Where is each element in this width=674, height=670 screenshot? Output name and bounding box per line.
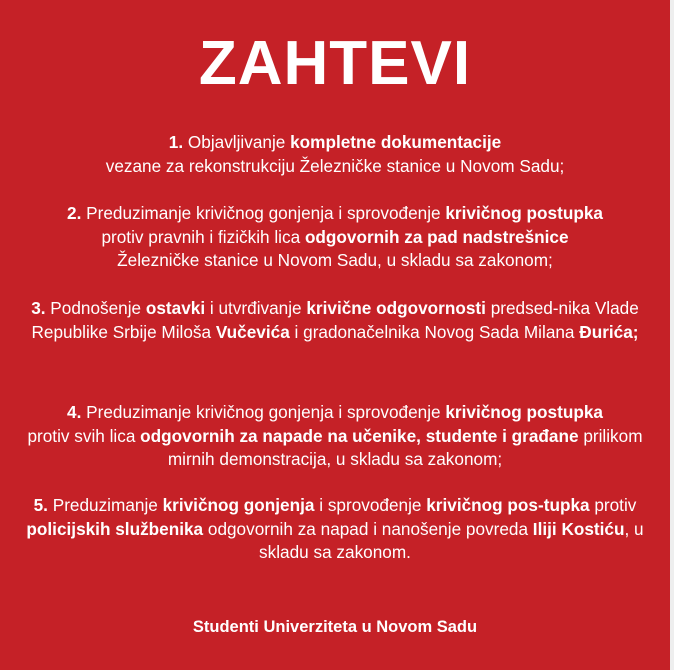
page-edge	[670, 0, 674, 670]
demand-number: 2.	[67, 203, 82, 223]
signature: Studenti Univerziteta u Novom Sadu	[192, 618, 478, 636]
demand-emphasis: krivičnog postupka	[445, 203, 603, 223]
demand-emphasis: Iliji Kostiću	[532, 518, 625, 539]
demand-text: i utvrđivanje	[205, 298, 307, 318]
demand-emphasis: policijskih službenika	[26, 518, 204, 539]
demand-number: 5.	[33, 495, 48, 515]
demand-text: Železničke stanice u Novom Sadu, u skladu sa zakonom;	[117, 250, 553, 270]
demand-number: 4.	[67, 402, 82, 422]
demand-emphasis: krivičnog pos-tupka	[426, 495, 590, 515]
poster-title: ZAHTEVI	[198, 29, 472, 98]
demand-emphasis: odgovornih za napade na učenike, studente i građane	[140, 425, 579, 446]
demand-text: , u skladu sa zakonom.	[259, 518, 644, 562]
demand-emphasis: Đurića;	[579, 321, 639, 342]
demand-text: Preduzimanje	[47, 495, 163, 515]
demand-text: prilikom mirnih demonstracija, u skladu sa zakonom;	[167, 425, 643, 469]
demand-item-4	[20, 401, 650, 472]
demand-item-2	[20, 202, 650, 273]
demand-item-3	[20, 297, 650, 344]
demand-text: Podnošenje	[45, 298, 146, 318]
demand-text: Preduzimanje krivičnog gonjenja i sprovođenje	[81, 402, 446, 422]
demand-text: i gradonačelnika Novog Sada Milana	[289, 321, 580, 342]
demand-emphasis: krivične odgovornosti	[306, 298, 486, 318]
demand-item-1	[20, 131, 650, 178]
demand-text: protiv pravnih i fizičkih lica	[101, 226, 305, 247]
demand-text: i sprovođenje	[314, 495, 427, 515]
demand-emphasis: Vučevića	[215, 321, 290, 342]
demand-emphasis: krivičnog gonjenja	[162, 495, 315, 515]
demand-text: vezane za rekonstrukciju Železničke stanice u Novom Sadu;	[105, 155, 565, 176]
demand-text: Objavljivanje	[183, 132, 291, 152]
demand-emphasis: kompletne dokumentacije	[290, 132, 502, 152]
demand-text: predsed-nika Vlade Republike Srbije Miloša	[31, 298, 639, 342]
demand-emphasis: ostavki	[145, 298, 206, 318]
demand-emphasis: krivičnog postupka	[445, 402, 603, 422]
demand-number: 3.	[31, 298, 46, 318]
demand-number: 1.	[168, 132, 184, 152]
demand-text: protiv svih lica	[27, 425, 141, 446]
demand-emphasis: odgovornih za pad nadstrešnice	[304, 226, 569, 247]
demand-item-5	[20, 494, 650, 565]
demand-text: Preduzimanje krivičnog gonjenja i sprovođenje	[81, 203, 446, 223]
demand-text: protiv	[589, 495, 637, 515]
demand-text: odgovornih za napad i nanošenje povreda	[203, 518, 533, 539]
